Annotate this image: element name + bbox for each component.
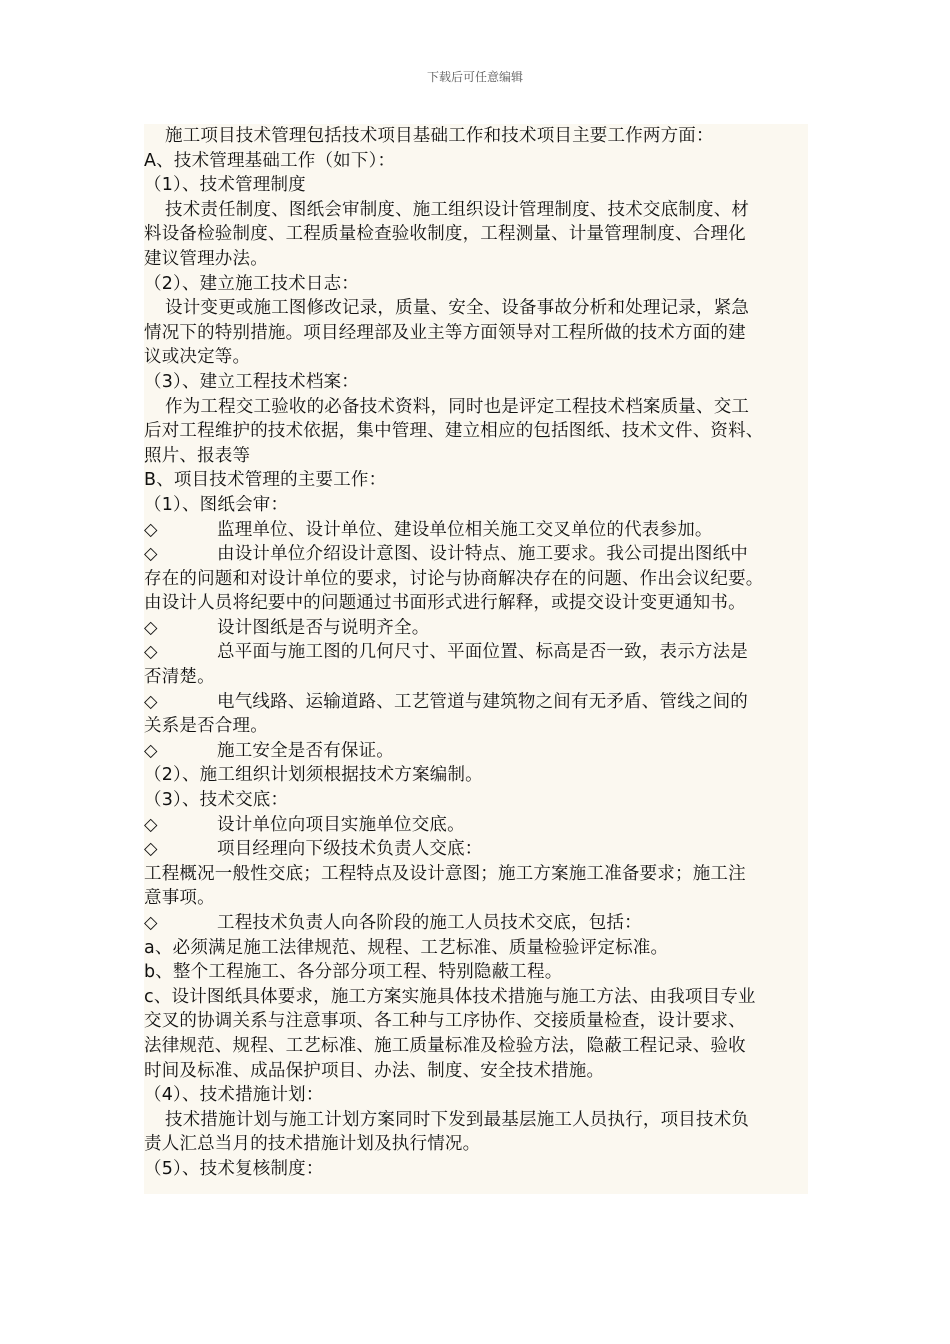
text-line	[144, 788, 808, 813]
line-text: 总平面与施工图的几何尺寸、平面位置、标高是否一致，表示方法是	[217, 642, 748, 663]
line-text: 工程概况一般性交底；工程特点及设计意图；施工方案施工准备要求；施工注	[144, 863, 746, 884]
text-line	[144, 1108, 808, 1133]
line-text: c、设计图纸具体要求，施工方案实施具体技术措施与施工方法、由我项目专业	[144, 986, 756, 1007]
text-line	[144, 862, 808, 887]
line-text: a、必须满足施工法律规范、规程、工艺标准、质量检验评定标准。	[144, 937, 669, 958]
text-line	[144, 714, 808, 739]
text-line	[144, 247, 808, 272]
text-line	[144, 813, 808, 838]
text-line	[144, 591, 808, 616]
line-text: 存在的问题和对设计单位的要求，讨论与协商解决存在的问题、作出会议纪要。	[144, 568, 764, 589]
text-line	[144, 690, 808, 715]
line-text: 照片、报表等	[144, 445, 251, 466]
line-text: 交叉的协调关系与注意事项、各工种与工序协作、交接质量检查，设计要求、	[144, 1011, 746, 1032]
line-text: 议或决定等。	[144, 347, 251, 368]
text-line	[144, 1157, 808, 1182]
diamond-bullet-icon: ◇	[144, 691, 158, 712]
line-text: （2）、施工组织计划须根据技术方案编制。	[144, 765, 483, 786]
line-text: 设计单位向项目实施单位交底。	[217, 814, 465, 835]
text-line	[144, 665, 808, 690]
text-line	[144, 124, 808, 149]
line-text: 项目经理向下级技术负责人交底：	[217, 839, 483, 860]
line-text: （5）、技术复核制度：	[144, 1158, 324, 1179]
line-text: 由设计人员将纪要中的问题通过书面形式进行解释，或提交设计变更通知书。	[144, 593, 746, 614]
text-line	[144, 1009, 808, 1034]
line-text: B、项目技术管理的主要工作：	[144, 470, 387, 491]
line-text: 施工安全是否有保证。	[217, 740, 394, 761]
diamond-bullet-icon: ◇	[144, 617, 158, 638]
line-text: 由设计单位介绍设计意图、设计特点、施工要求。我公司提出图纸中	[217, 544, 748, 565]
text-line	[144, 149, 808, 174]
text-line	[144, 542, 808, 567]
line-text: b、整个工程施工、各分部分项工程、特别隐蔽工程。	[144, 962, 563, 983]
text-line	[144, 272, 808, 297]
line-text: （3）、建立工程技术档案：	[144, 371, 359, 392]
text-line	[144, 640, 808, 665]
text-line	[144, 173, 808, 198]
diamond-bullet-icon: ◇	[144, 839, 158, 860]
text-line	[144, 739, 808, 764]
text-line	[144, 345, 808, 370]
page-header: 下载后可任意编辑	[426, 70, 523, 84]
line-text: A、技术管理基础工作（如下）：	[144, 150, 396, 171]
text-line	[144, 1059, 808, 1084]
text-line	[144, 616, 808, 641]
text-line	[144, 911, 808, 936]
diamond-bullet-icon: ◇	[144, 740, 158, 761]
text-line	[144, 837, 808, 862]
text-line	[144, 468, 808, 493]
text-line	[144, 370, 808, 395]
text-line	[144, 936, 808, 961]
text-line	[144, 763, 808, 788]
line-text: 设计图纸是否与说明齐全。	[217, 617, 430, 638]
line-text: 电气线路、运输道路、工艺管道与建筑物之间有无矛盾、管线之间的	[217, 691, 748, 712]
text-line	[144, 1034, 808, 1059]
line-text: 技术责任制度、图纸会审制度、施工组织设计管理制度、技术交底制度、材	[165, 199, 750, 220]
diamond-bullet-icon: ◇	[144, 913, 158, 933]
line-text: （1）、图纸会审：	[144, 494, 289, 515]
text-line	[144, 296, 808, 321]
text-line	[144, 886, 808, 911]
line-text: 作为工程交工验收的必备技术资料，同时也是评定工程技术档案质量、交工	[165, 396, 750, 417]
line-text: （2）、建立施工技术日志：	[144, 273, 359, 294]
line-text: 关系是否合理。	[144, 716, 268, 737]
line-text: 责人汇总当月的技术措施计划及执行情况。	[144, 1134, 481, 1155]
diamond-bullet-icon: ◇	[144, 642, 158, 663]
text-line	[144, 198, 808, 223]
line-text: 设计变更或施工图修改记录，质量、安全、设备事故分析和处理记录，紧急	[165, 298, 750, 319]
line-text: 工程技术负责人向各阶段的施工人员技术交底，包括：	[217, 913, 642, 933]
text-line	[144, 518, 808, 543]
line-text: 料设备检验制度、工程质量检查验收制度，工程测量、计量管理制度、合理化	[144, 224, 746, 245]
document-body	[144, 124, 808, 1194]
text-line	[144, 222, 808, 247]
text-line	[144, 395, 808, 420]
text-line	[144, 419, 808, 444]
line-text: 情况下的特别措施。项目经理部及业主等方面领导对工程所做的技术方面的建	[144, 322, 746, 343]
line-text: 施工项目技术管理包括技术项目基础工作和技术项目主要工作两方面：	[165, 126, 714, 146]
text-line	[144, 493, 808, 518]
text-line	[144, 1132, 808, 1157]
line-text: （3）、技术交底：	[144, 790, 289, 811]
text-line	[144, 960, 808, 985]
line-text: 后对工程维护的技术依据，集中管理、建立相应的包括图纸、技术文件、资料、	[144, 421, 764, 442]
line-text: 技术措施计划与施工计划方案同时下发到最基层施工人员执行，项目技术负	[165, 1109, 750, 1130]
diamond-bullet-icon: ◇	[144, 814, 158, 835]
text-line	[144, 444, 808, 469]
line-text: 时间及标准、成品保护项目、办法、制度、安全技术措施。	[144, 1060, 605, 1081]
line-text: （1）、技术管理制度	[144, 175, 306, 196]
diamond-bullet-icon: ◇	[144, 544, 158, 565]
text-line	[144, 321, 808, 346]
line-text: 否清楚。	[144, 667, 215, 688]
line-text: 法律规范、规程、工艺标准、施工质量标准及检验方法，隐蔽工程记录、验收	[144, 1035, 746, 1056]
line-text: 意事项。	[144, 888, 215, 909]
line-text: 监理单位、设计单位、建设单位相关施工交叉单位的代表参加。	[217, 519, 713, 540]
text-line	[144, 985, 808, 1010]
diamond-bullet-icon: ◇	[144, 519, 158, 540]
text-line	[144, 567, 808, 592]
text-line	[144, 1083, 808, 1108]
line-text: 建议管理办法。	[144, 248, 268, 269]
line-text: （4）、技术措施计划：	[144, 1085, 324, 1106]
